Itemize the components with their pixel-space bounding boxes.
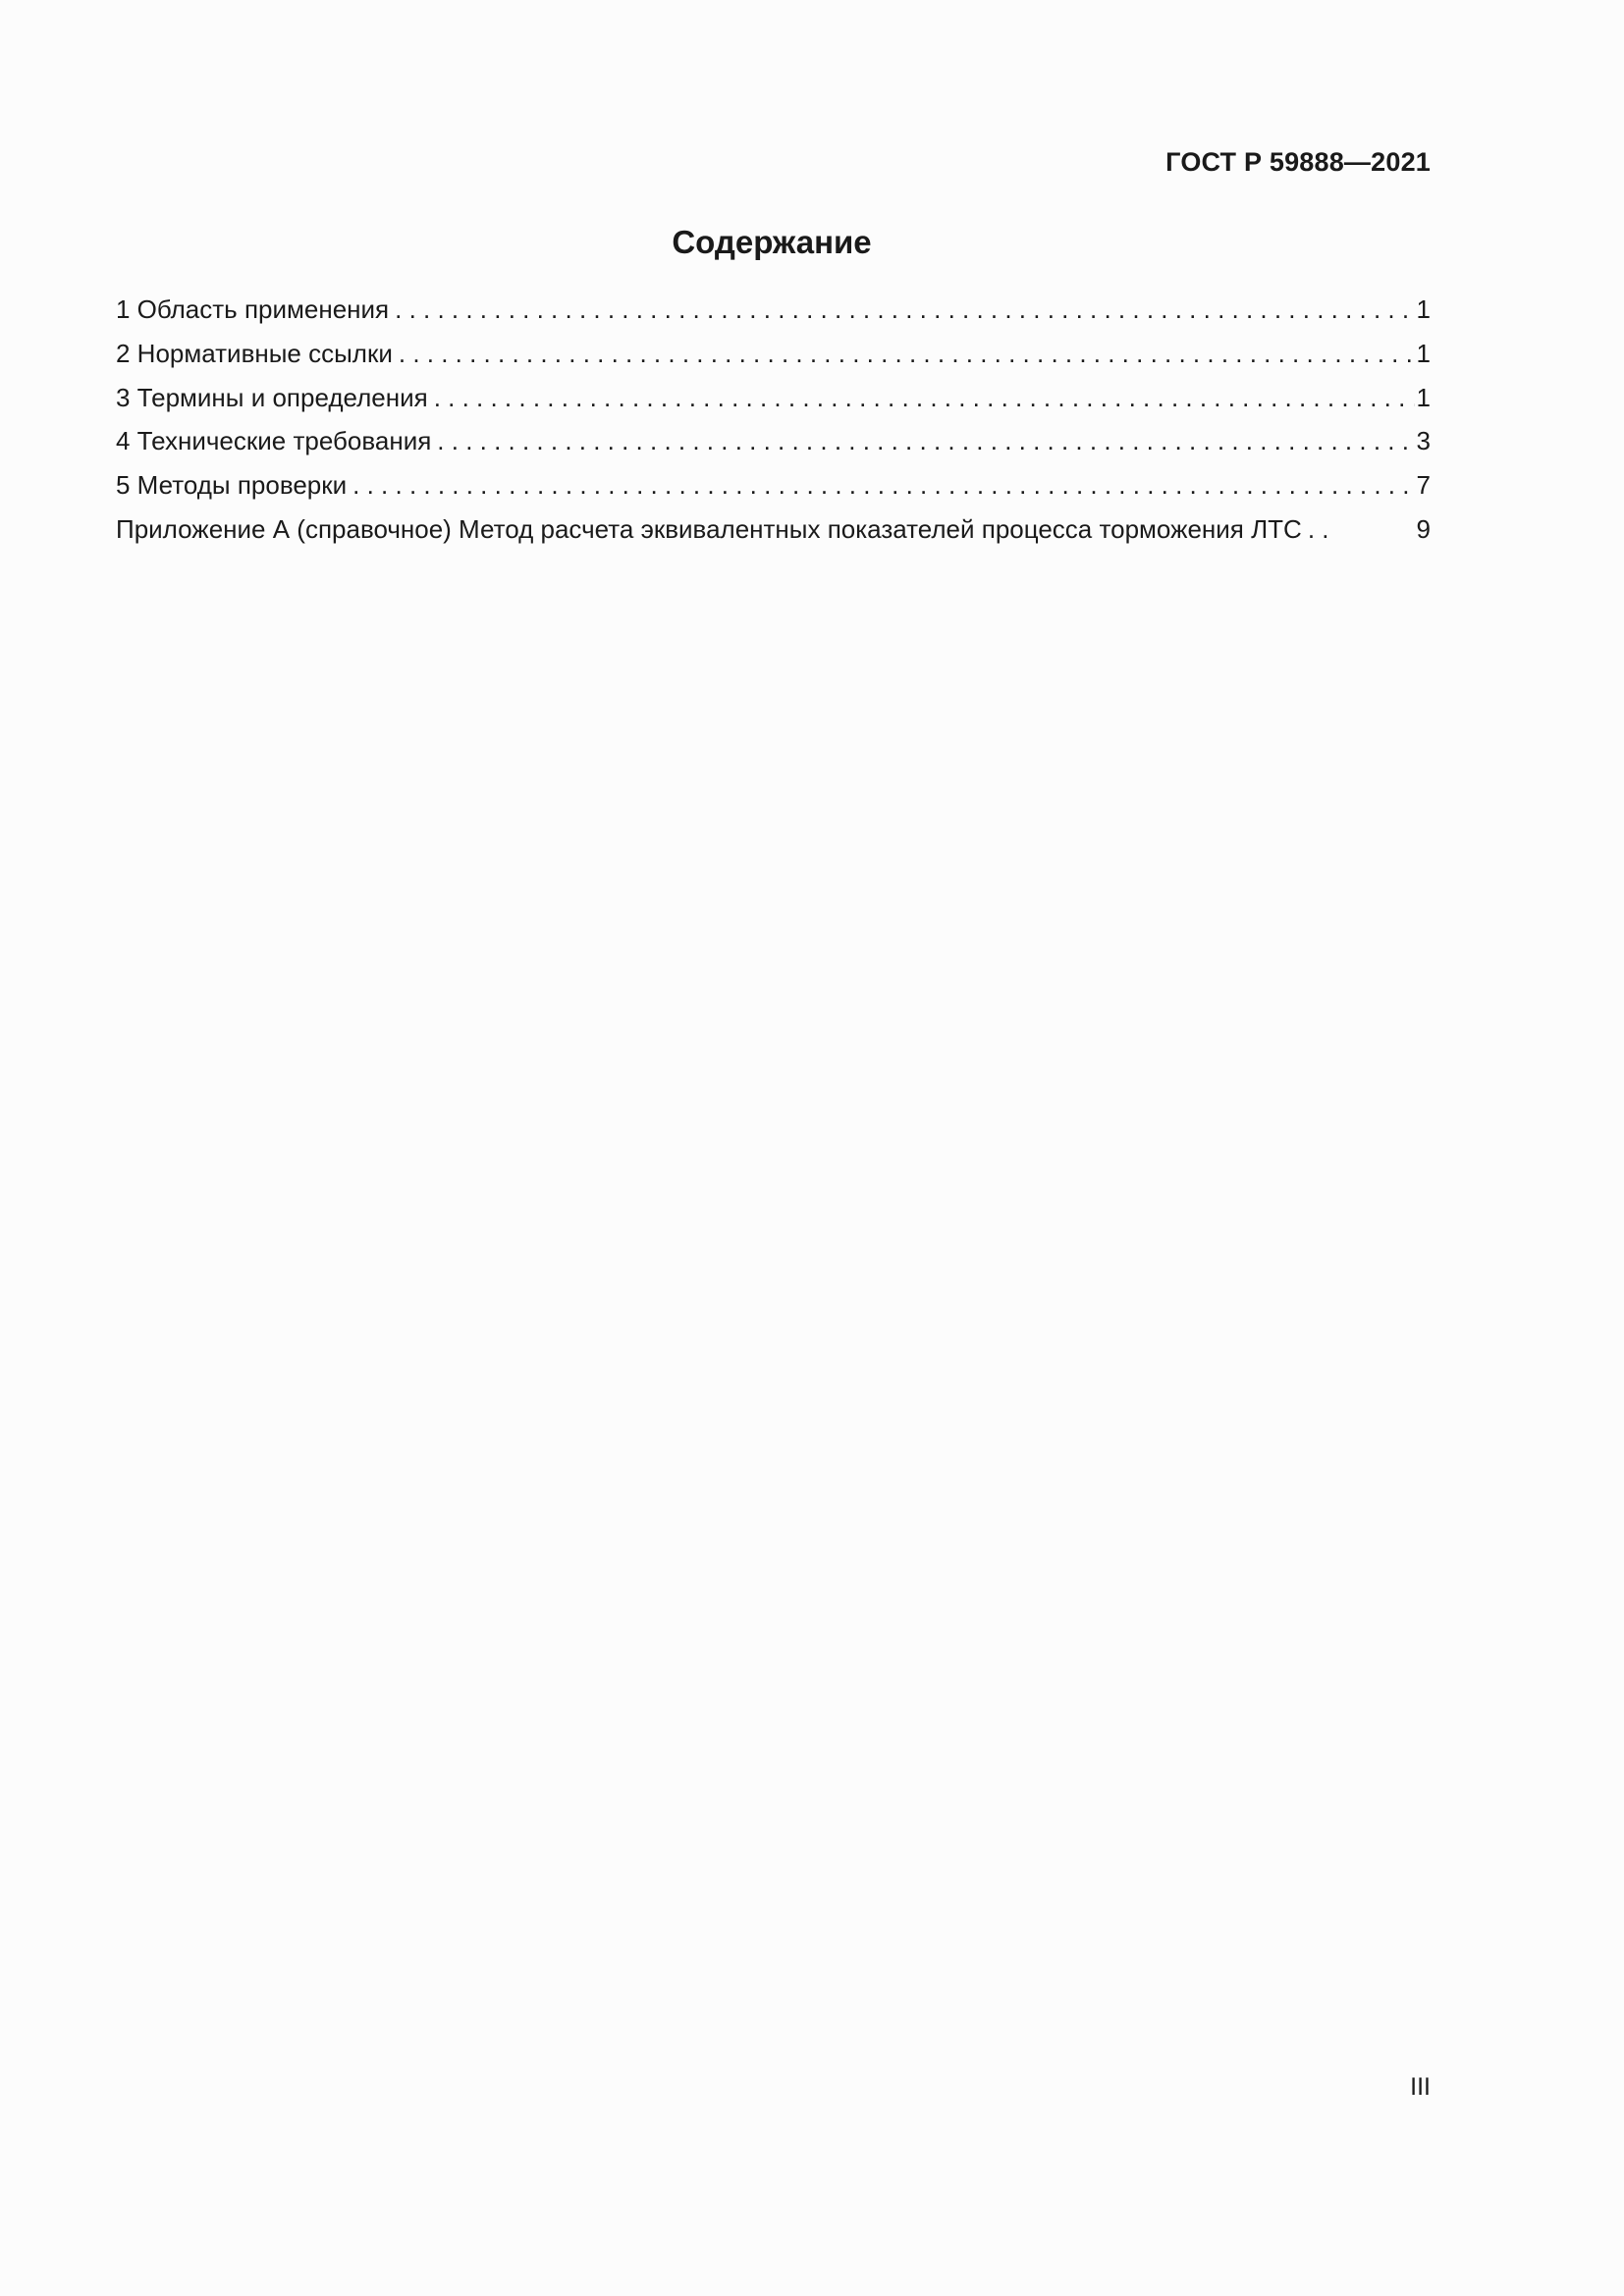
toc-entry-page: 7 bbox=[1416, 470, 1431, 501]
toc-leader-dots bbox=[434, 383, 1415, 413]
toc-entry-page: 3 bbox=[1416, 426, 1431, 456]
toc-entry-label: 2 Нормативные ссылки bbox=[116, 338, 393, 368]
toc-leader-dots bbox=[399, 339, 1415, 369]
toc-leader-dots bbox=[1308, 514, 1415, 545]
toc-entry-appendix-a[interactable] bbox=[116, 514, 1431, 559]
toc-entry-scope[interactable] bbox=[116, 294, 1431, 339]
toc-title: Содержание bbox=[672, 224, 872, 260]
toc-leader-dots bbox=[352, 470, 1414, 501]
toc-entry-page: 1 bbox=[1416, 382, 1431, 412]
toc-entry-normative-references[interactable] bbox=[116, 339, 1431, 383]
document-code: ГОСТ Р 59888—2021 bbox=[1165, 147, 1431, 177]
toc-entry-label: 5 Методы проверки bbox=[116, 470, 348, 501]
toc-entry-page: 9 bbox=[1416, 513, 1431, 544]
toc-entry-label: 3 Термины и определения bbox=[116, 382, 428, 412]
toc-entry-label: 4 Технические требования bbox=[116, 426, 432, 456]
toc-entry-page: 1 bbox=[1416, 294, 1431, 324]
toc-leader-dots bbox=[437, 426, 1414, 456]
table-of-contents bbox=[116, 294, 1431, 559]
toc-leader-dots bbox=[395, 294, 1414, 325]
page-number: III bbox=[1410, 2073, 1431, 2101]
toc-entry-label: 1 Область применения bbox=[116, 294, 390, 324]
toc-entry-page: 1 bbox=[1416, 338, 1431, 368]
toc-entry-test-methods[interactable] bbox=[116, 470, 1431, 514]
toc-entry-terms-definitions[interactable] bbox=[116, 383, 1431, 427]
toc-entry-label: Приложение А (справочное) Метод расчета эквивалентных показателей процесса торможения ЛТС bbox=[116, 513, 1302, 544]
toc-entry-technical-requirements[interactable] bbox=[116, 426, 1431, 470]
